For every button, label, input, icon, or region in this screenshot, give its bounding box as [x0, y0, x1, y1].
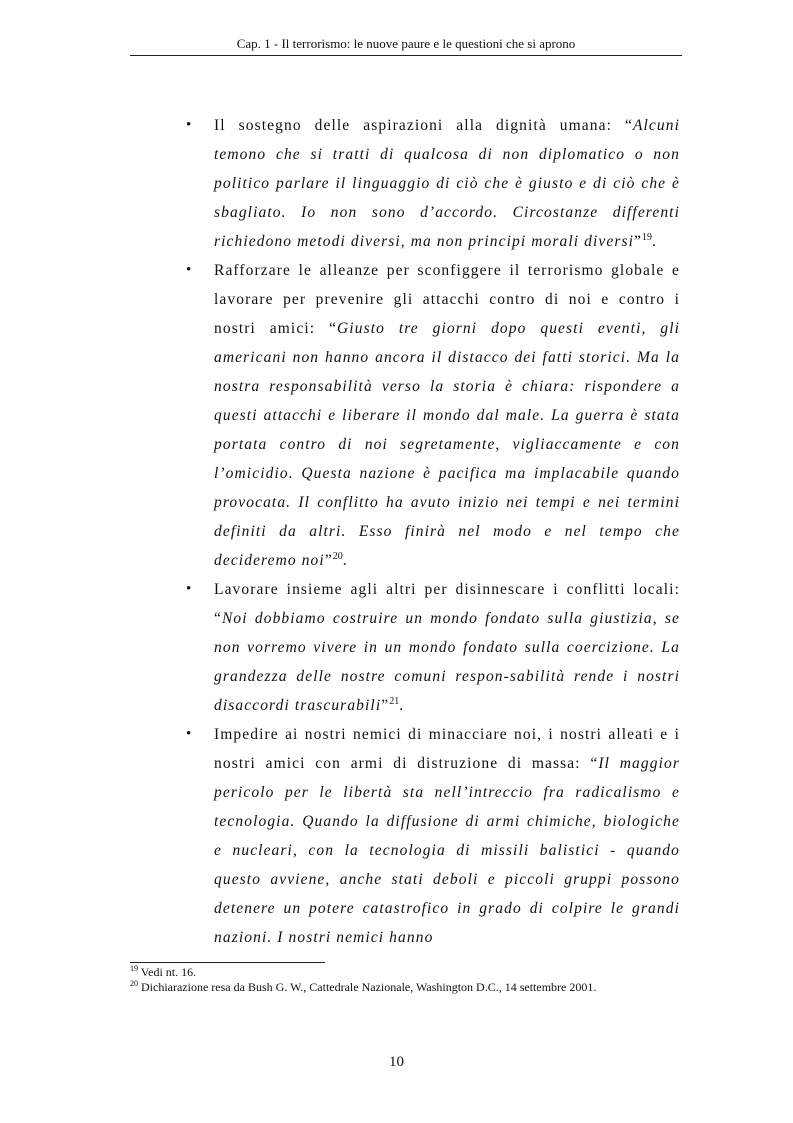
footnotes [130, 965, 690, 995]
bullet-quote: Il maggior pericolo per le libertà sta nell’intreccio fra radicalismo e tecnologia. Quando la diffusione di armi chimiche, biologiche e nucleari, con la tecnologia di missili balistici - quando questo avviene, anche stati deboli e piccoli gruppi possono detenere un potere catastrofico in grado di colpire le grandi nazioni. I nostri nemici hanno [214, 755, 680, 946]
bullet-item [180, 720, 680, 952]
bullet-quote: Alcuni temono che si tratti di qualcosa di non diplomatico o non politico parlare il linguaggio di ciò che è giusto e di ciò che è sbagliato. Io non sono d’accordo. Circostanze differenti richiedono metodi diversi, ma non principi morali diversi [214, 117, 680, 250]
header-rule [130, 55, 682, 56]
footnote-text: Dichiarazione resa da Bush G. W., Cattedrale Nazionale, Washington D.C., 14 settembre 2001. [138, 980, 597, 994]
footnote-number: 19 [130, 964, 138, 973]
bullet-item [180, 111, 680, 256]
footnote [130, 965, 690, 980]
bullet-item [180, 575, 680, 720]
bullet-intro: Lavorare insieme agli altri per disinnescare i conflitti locali: “ [214, 581, 680, 627]
footnote [130, 980, 690, 995]
footnote-ref: 20 [332, 550, 343, 562]
bullet-intro: Impedire ai nostri nemici di minacciare noi, i nostri alleati e i nostri amici con armi di distruzione di massa: “ [214, 726, 680, 772]
footnote-ref: 19 [642, 231, 653, 243]
bullet-icon: • [186, 581, 193, 597]
bullet-icon: • [186, 726, 193, 742]
bullet-end: . [652, 233, 657, 250]
running-header: Cap. 1 - Il terrorismo: le nuove paure e le questioni che si aprono [236, 36, 576, 51]
bullet-list [180, 111, 680, 952]
bullet-intro: Il sostegno delle aspirazioni alla dignità umana: “ [214, 117, 633, 134]
bullet-item [180, 256, 680, 575]
footnote-rule [130, 962, 325, 963]
bullet-end: . [342, 552, 348, 569]
footnote-ref: 21 [389, 695, 400, 707]
footnote-text: Vedi nt. 16. [138, 965, 197, 979]
bullet-end: . [399, 697, 405, 714]
quote-close: ” [381, 697, 390, 714]
bullet-icon: • [186, 262, 193, 278]
bullet-quote: Giusto tre giorni dopo questi eventi, gli americani non hanno ancora il distacco dei fatti storici. Ma la nostra responsabilità verso la storia è chiara: rispondere a questi attacchi e liberare il mondo dal male. La guerra è stata portata contro di noi segretamente, vigliaccamente e con l’omicidio. Questa nazione è pacifica ma implacabile quando provocata. Il conflitto ha avuto inizio nei tempi e nei termini definiti da altri. Esso finirà nel modo e nel tempo che decideremo noi [214, 320, 681, 569]
quote-close: ” [634, 233, 643, 250]
quote-close: ” [324, 552, 333, 569]
bullet-intro: Rafforzare le alleanze per sconfiggere il terrorismo globale e lavorare per prevenire gli attacchi contro di noi e contro i nostri amici: “ [214, 262, 680, 337]
bullet-icon: • [186, 117, 193, 133]
page-number: 10 [389, 1054, 404, 1070]
bullet-quote: Noi dobbiamo costruire un mondo fondato sulla giustizia, se non vorremo vivere in un mondo fondato sulla coercizione. La grandezza delle nostre comuni respon-sabilità rende i nostri disaccordi trascurabili [214, 610, 680, 714]
footnote-number: 20 [130, 979, 138, 988]
